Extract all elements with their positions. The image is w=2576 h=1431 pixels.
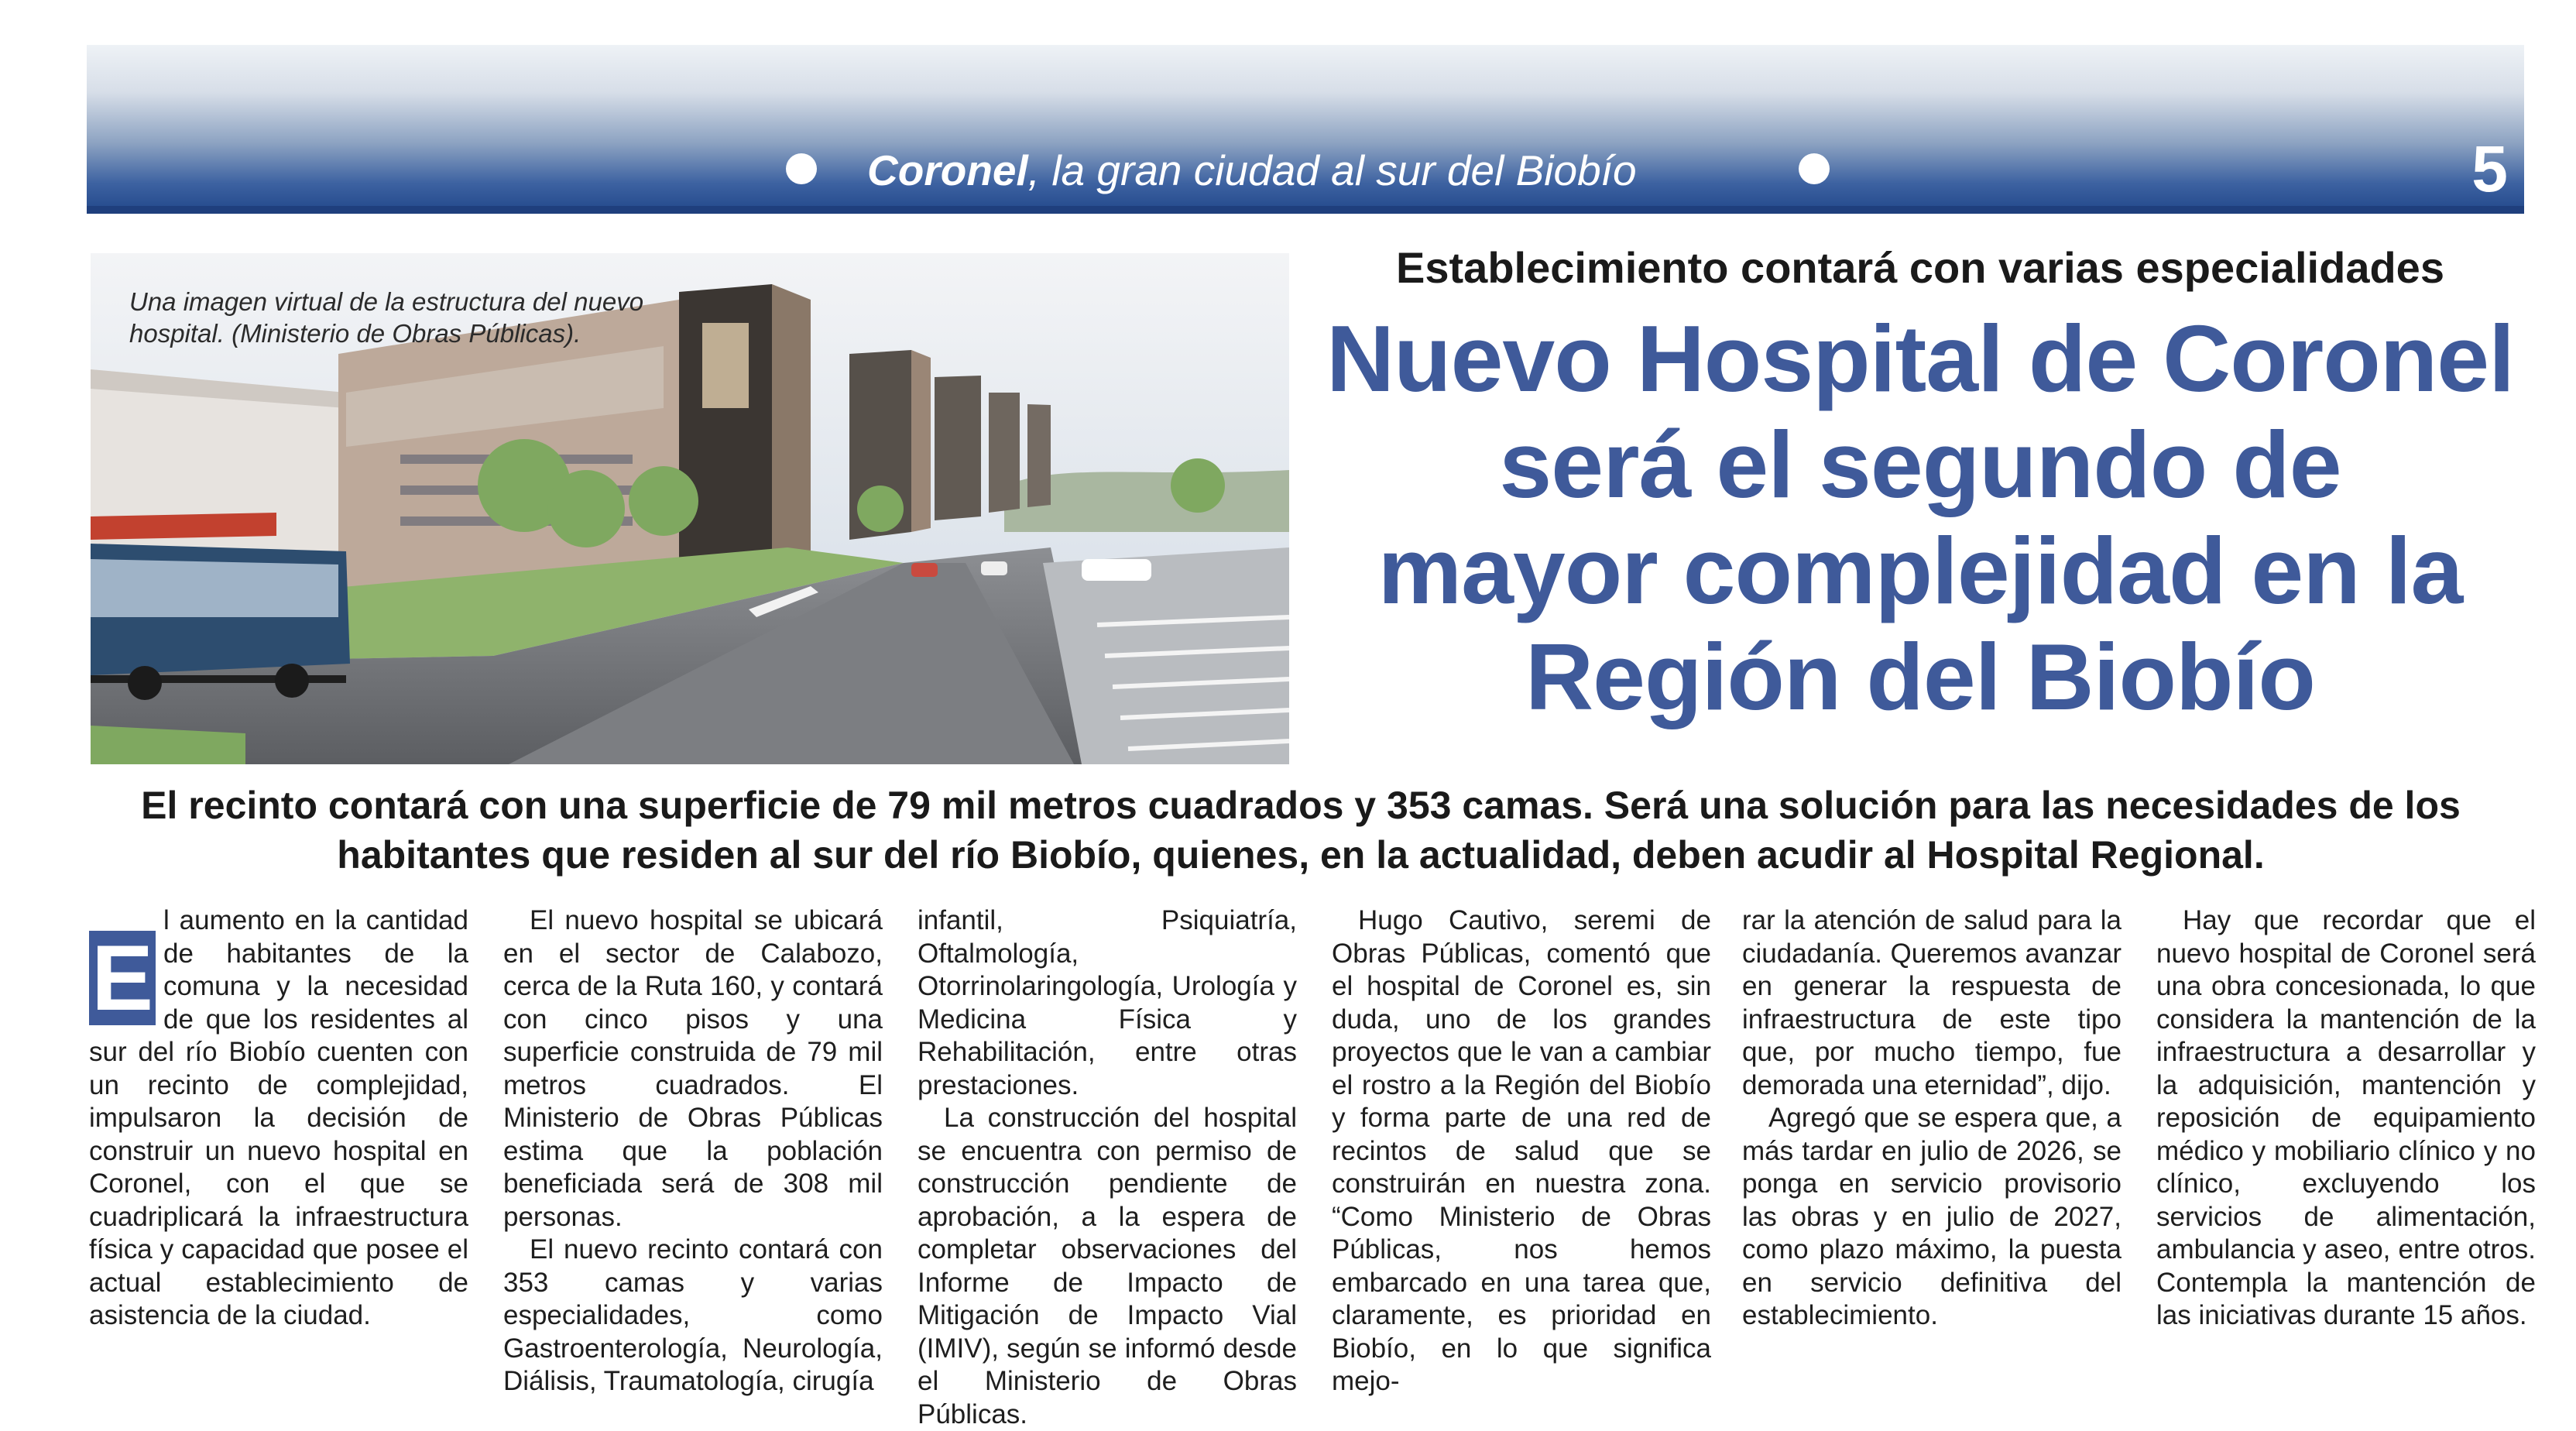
deck-line: habitantes que residen al sur del río Biobío, quienes, en la actualidad, deben acudir al Hospital Regional. — [337, 833, 2265, 877]
header-rule — [87, 206, 2524, 214]
body-column-1 — [89, 904, 468, 1330]
article-headline — [1316, 306, 2524, 730]
hospital-rendering-photo — [91, 253, 1289, 764]
body-column-5 — [1742, 904, 2122, 1330]
body-paragraph: El nuevo recinto contará con 353 camas y varias especialidades, como Gastroenterología, Neurología, Diálisis, Traumatología, cirugía — [503, 1234, 883, 1396]
section-title — [867, 139, 1637, 201]
article-deck — [77, 781, 2524, 880]
body-paragraph: La construcción del hospital se encuentra con permiso de construcción pendiente de aprobación, a la espera de completar observaciones del Informe de Impacto de Mitigación de Impacto Vial (IMIV), según se informó desde el Ministerio de Obras Públicas. — [918, 1103, 1297, 1429]
body-paragraph: rar la atención de salud para la ciudadanía. Queremos avanzar en generar la respuesta de infraestructura de este tipo que, por mucho tiempo, fue demorada una eternidad”, dijo. — [1742, 905, 2122, 1100]
page-number: 5 — [2471, 132, 2508, 205]
body-column-2 — [503, 904, 883, 1396]
body-paragraph: Hugo Cautivo, seremi de Obras Públicas, comentó que el hospital de Coronel es, sin duda, uno de los grandes proyectos que le van a cambiar el rostro a la Región del Biobío y forma parte de una red de recintos de salud que se construirán en nuestra zona. “Como Ministerio de Obras Públicas, nos hemos embarcado en una tarea que, claramente, es prioridad en Biobío, en lo que significa mejo- — [1332, 905, 1711, 1396]
bullet-dot-left — [786, 153, 817, 184]
deck-line: El recinto contará con una superficie de 79 mil metros cuadrados y 353 camas. Será una solución para las necesidades de los — [141, 784, 2461, 827]
headline-line: mayor complejidad en la — [1377, 518, 2463, 623]
section-title-bold: Coronel — [867, 146, 1028, 194]
body-column-6 — [2156, 904, 2536, 1330]
body-paragraph: infantil, Psiquiatría, Oftalmología, Otorrinolaringología, Urología y Medicina Física y Rehabilitación, entre otras prestaciones. — [918, 905, 1297, 1100]
body-column-3 — [918, 904, 1297, 1429]
headline-line: Nuevo Hospital de Coronel — [1326, 306, 2515, 411]
article-kicker: Establecimiento contará con varias especialidades — [1396, 243, 2444, 292]
body-paragraph: Hay que recordar que el nuevo hospital de Coronel será una obra concesionada, lo que considera la mantención de la infraestructura a desarrollar y la adquisición, mantención y reposición de equipamiento médico y mobiliario clínico y no clínico, excluyendo los servicios de alimentación, ambulancia y aseo, entre otros. Contempla la mantención de las iniciativas durante 15 años. — [2156, 905, 2536, 1330]
body-column-4 — [1332, 904, 1711, 1396]
headline-line: será el segundo de — [1499, 412, 2341, 517]
drop-cap: E — [89, 931, 156, 1025]
body-paragraph: El nuevo hospital se ubicará en el sector de Calabozo, cerca de la Ruta 160, y contará con cinco pisos y una superficie construida de 79 mil metros cuadrados. El Ministerio de Obras Públicas estima que la población beneficiada será de 308 mil personas. — [503, 905, 883, 1232]
body-paragraph: l aumento en la cantidad de habitantes de la comuna y la necesidad de que los residentes al sur del río Biobío cuenten con un recinto de complejidad, impulsaron la decisión de construir un nuevo hospital en Coronel, con el que se cuadriplicará la infraestructura física y capacidad que posee el actual establecimiento de asistencia de la ciudad. — [89, 905, 468, 1330]
headline-line: Región del Biobío — [1525, 624, 2315, 729]
photo-caption: Una imagen virtual de la estructura del nuevo hospital. (Ministerio de Obras Públicas). — [129, 287, 644, 348]
bullet-dot-right — [1799, 153, 1830, 184]
section-title-rest: , la gran ciudad al sur del Biobío — [1027, 146, 1637, 194]
body-paragraph: Agregó que se espera que, a más tardar en julio de 2026, se ponga en servicio provisorio las obras y en julio de 2027, como plazo máximo, la puesta en servicio definitiva del establecimiento. — [1742, 1103, 2122, 1330]
